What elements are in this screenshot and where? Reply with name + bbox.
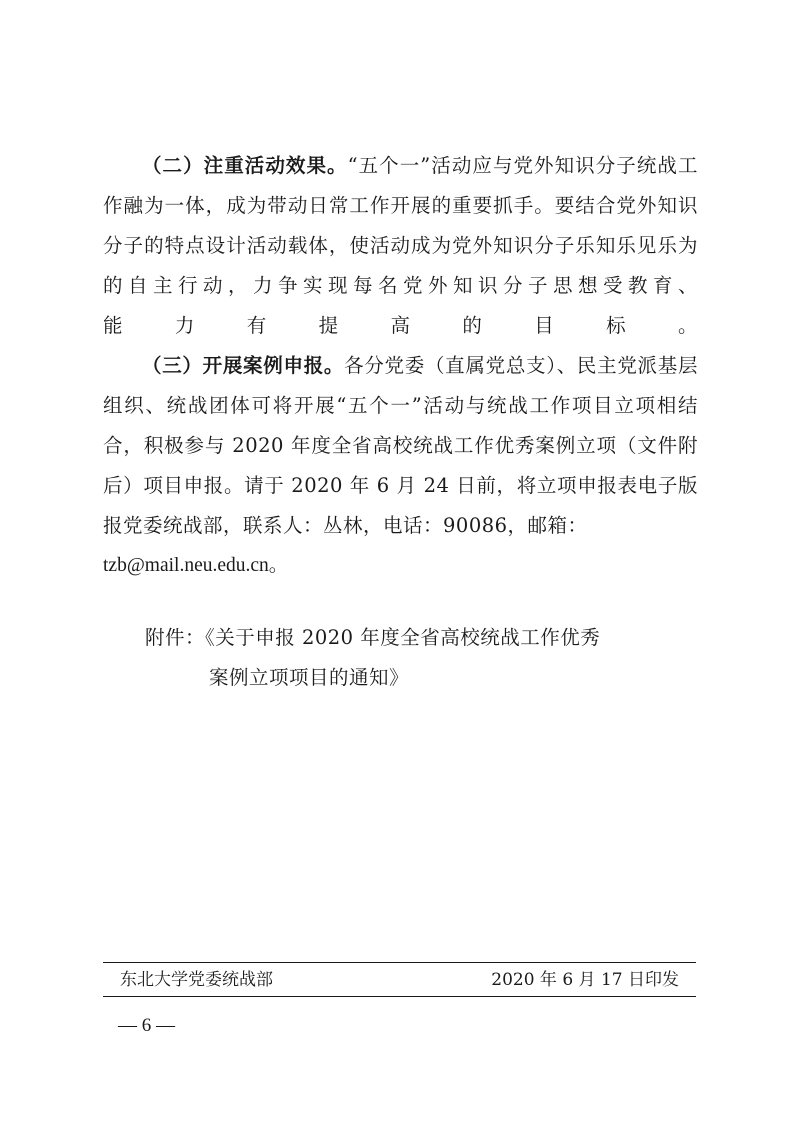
footer-issuer: 东北大学党委统战部 — [120, 970, 273, 990]
attachment-block — [145, 618, 600, 698]
paragraph-text-effect-last: 能力有提高的目标。 — [103, 314, 698, 337]
paragraph-text-case-report: 各分党委（直属党总支）、民主党派基层组织、统战团体可将开展“五个一”活动与统战工作项目立项相结合，积极参与 2020 年度全省高校统战工作优秀案例立项（文件附后）项目申报。请于 2020 年 6 月 24 日前，将立项申报表电子版报党委统战部，联系人：丛林，电话：90086，邮箱： — [103, 354, 698, 537]
page-number: — 6 — — [118, 1015, 175, 1036]
document-body — [103, 146, 698, 586]
contact-email: tzb@mail.neu.edu.cn — [103, 555, 269, 576]
paragraph-case-report — [103, 346, 698, 546]
attachment-title-line1: 《关于申报 2020 年度全省高校统战工作优秀 — [205, 626, 601, 649]
footer-rule-top — [103, 962, 696, 963]
paragraph-text-effect-line1: “五个一”活动应与党外知识分子统 — [347, 154, 658, 177]
attachment-label: 附件： — [145, 626, 206, 649]
paragraph-effect — [103, 146, 698, 346]
email-line — [103, 546, 698, 586]
footer-issue-date: 2020 年 6 月 17 日印发 — [491, 970, 679, 990]
email-suffix: 。 — [268, 555, 289, 576]
footer-rule-bottom — [103, 996, 696, 997]
paragraph-text-effect-body: 战工作融为一体，成为带动日常工作开展的重要抓手。要结合党外知识分子的特点设计活动载体，使活动成为党外知识分子乐知乐见乐为的自主行动，力争实现每名党外知识分子思想受教育、 — [103, 154, 698, 297]
paragraph-heading-case-report: （三）开展案例申报。 — [142, 354, 345, 377]
paragraph-heading-effect: （二）注重活动效果。 — [142, 154, 348, 177]
attachment-line1 — [145, 618, 600, 658]
attachment-title-line2: 案例立项项目的通知》 — [209, 666, 410, 689]
